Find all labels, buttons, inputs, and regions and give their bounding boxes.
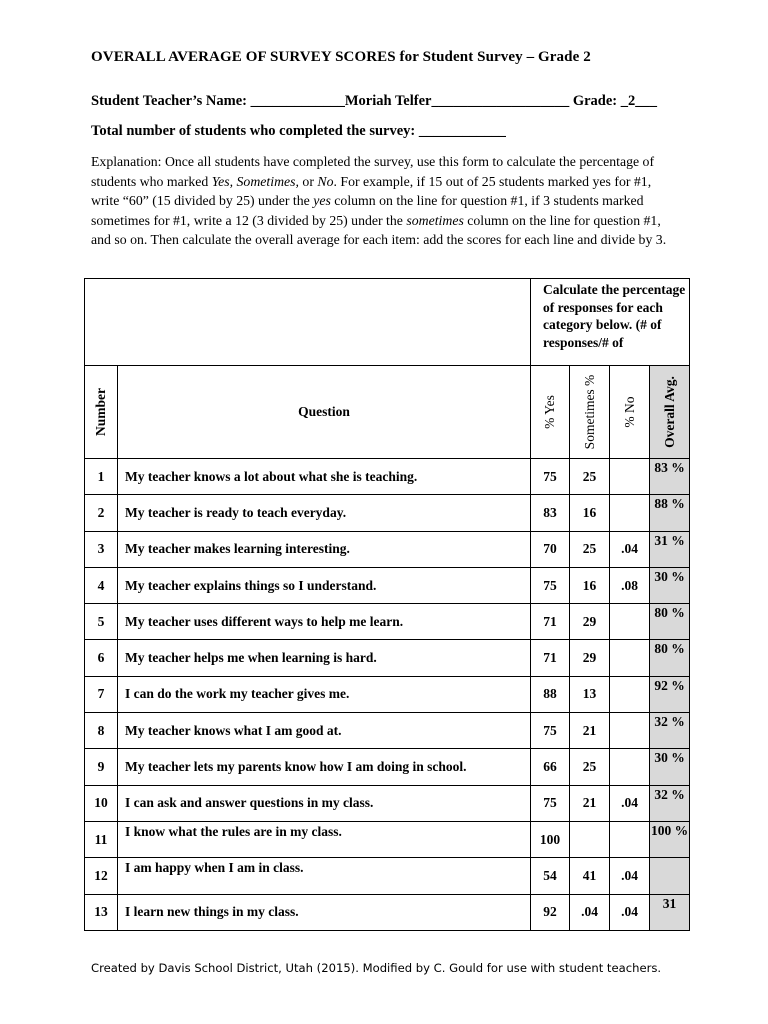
survey-table (84, 278, 690, 931)
row-yes-value: 70 (531, 531, 570, 567)
row-sometimes-value (570, 821, 610, 857)
row-question: My teacher explains things so I understand. (118, 567, 531, 603)
table-header-columns (85, 366, 690, 459)
header-yes: % Yes (531, 366, 570, 459)
row-no-value (610, 495, 650, 531)
row-overall-avg: 88 % (650, 495, 690, 531)
row-sometimes-value: 29 (570, 604, 610, 640)
row-no-value (610, 749, 650, 785)
table-row (85, 604, 690, 640)
row-question: My teacher knows what I am good at. (118, 713, 531, 749)
row-question: I can ask and answer questions in my class. (118, 785, 531, 821)
header-no: % No (610, 366, 650, 459)
table-header-top (85, 279, 690, 366)
row-sometimes-value: 13 (570, 676, 610, 712)
row-yes-value: 92 (531, 894, 570, 930)
row-number: 7 (85, 676, 118, 712)
row-overall-avg: 30 % (650, 567, 690, 603)
row-yes-value: 54 (531, 858, 570, 894)
row-overall-avg: 31 % (650, 531, 690, 567)
row-question: I am happy when I am in class. (118, 858, 531, 894)
row-sometimes-value: 21 (570, 713, 610, 749)
table-row (85, 713, 690, 749)
table-row (85, 858, 690, 894)
table-row (85, 495, 690, 531)
header-question: Question (118, 366, 531, 459)
row-overall-avg: 83 % (650, 459, 690, 495)
row-sometimes-value: 25 (570, 749, 610, 785)
row-number: 11 (85, 821, 118, 857)
header-overall-avg: Overall Avg. (650, 366, 690, 459)
row-number: 1 (85, 459, 118, 495)
row-yes-value: 75 (531, 713, 570, 749)
row-sometimes-value: 29 (570, 640, 610, 676)
table-row (85, 785, 690, 821)
row-sometimes-value: 16 (570, 567, 610, 603)
row-yes-value: 75 (531, 459, 570, 495)
row-overall-avg: 80 % (650, 640, 690, 676)
row-no-value: .04 (610, 531, 650, 567)
row-number: 3 (85, 531, 118, 567)
row-number: 9 (85, 749, 118, 785)
row-no-value (610, 604, 650, 640)
row-sometimes-value: 21 (570, 785, 610, 821)
row-no-value: .04 (610, 894, 650, 930)
row-question: My teacher helps me when learning is hard. (118, 640, 531, 676)
row-yes-value: 71 (531, 640, 570, 676)
row-question: My teacher uses different ways to help me learn. (118, 604, 531, 640)
table-row (85, 640, 690, 676)
calc-instructions-header: Calculate the percentage of responses for each category below. (# of responses/# of (531, 279, 690, 366)
header-sometimes: Sometimes % (570, 366, 610, 459)
header-blank-cell (85, 279, 531, 366)
row-overall-avg (650, 858, 690, 894)
row-question: I know what the rules are in my class. (118, 821, 531, 857)
row-overall-avg: 80 % (650, 604, 690, 640)
row-no-value (610, 640, 650, 676)
row-question: My teacher knows a lot about what she is teaching. (118, 459, 531, 495)
row-sometimes-value: 16 (570, 495, 610, 531)
row-overall-avg: 100 % (650, 821, 690, 857)
table-row (85, 749, 690, 785)
row-yes-value: 100 (531, 821, 570, 857)
row-yes-value: 71 (531, 604, 570, 640)
row-yes-value: 75 (531, 785, 570, 821)
row-yes-value: 66 (531, 749, 570, 785)
row-overall-avg: 92 % (650, 676, 690, 712)
row-yes-value: 75 (531, 567, 570, 603)
row-sometimes-value: 25 (570, 531, 610, 567)
row-number: 5 (85, 604, 118, 640)
explanation-paragraph: Explanation: Once all students have completed the survey, use this form to calculate the percentage of students who marked Yes, Sometimes, or No. For example, if 15 out of 25 students marked yes for #1, write “60” (15 divided by 25) under the yes column on the line for question #1, if 3 students marked sometimes for #1, write a 12 (3 divided by 25) under the sometimes column on the line for question #1, and so on. Then calculate the overall average for each item: add the scores for each line and divide by 3. (91, 154, 667, 247)
table-row (85, 894, 690, 930)
row-question: My teacher lets my parents know how I am doing in school. (118, 749, 531, 785)
row-number: 12 (85, 858, 118, 894)
row-number: 6 (85, 640, 118, 676)
row-sometimes-value: 25 (570, 459, 610, 495)
table-row (85, 567, 690, 603)
row-question: My teacher is ready to teach everyday. (118, 495, 531, 531)
row-no-value: .04 (610, 785, 650, 821)
header-number: Number (85, 366, 118, 459)
row-number: 10 (85, 785, 118, 821)
row-overall-avg: 32 % (650, 785, 690, 821)
row-no-value: .04 (610, 858, 650, 894)
row-no-value (610, 459, 650, 495)
row-no-value (610, 713, 650, 749)
document-title: OVERALL AVERAGE OF SURVEY SCORES for Student Survey – Grade 2 (91, 49, 591, 65)
row-number: 13 (85, 894, 118, 930)
row-yes-value: 83 (531, 495, 570, 531)
total-students-line: Total number of students who completed the survey: ____________ (91, 123, 506, 139)
row-number: 8 (85, 713, 118, 749)
footer-credit: Created by Davis School District, Utah (2015). Modified by C. Gould for use with student teachers. (91, 961, 662, 975)
row-no-value (610, 821, 650, 857)
row-overall-avg: 31 (650, 894, 690, 930)
row-no-value: .08 (610, 567, 650, 603)
teacher-name-line: Student Teacher’s Name: _____________Moriah Telfer___________________ Grade: _2___ (91, 93, 657, 109)
row-overall-avg: 30 % (650, 749, 690, 785)
table-row (85, 676, 690, 712)
row-overall-avg: 32 % (650, 713, 690, 749)
row-question: I learn new things in my class. (118, 894, 531, 930)
row-sometimes-value: 41 (570, 858, 610, 894)
row-sometimes-value: .04 (570, 894, 610, 930)
table-row (85, 459, 690, 495)
row-yes-value: 88 (531, 676, 570, 712)
row-number: 4 (85, 567, 118, 603)
row-number: 2 (85, 495, 118, 531)
table-row (85, 821, 690, 857)
table-row (85, 531, 690, 567)
row-question: I can do the work my teacher gives me. (118, 676, 531, 712)
row-question: My teacher makes learning interesting. (118, 531, 531, 567)
row-no-value (610, 676, 650, 712)
